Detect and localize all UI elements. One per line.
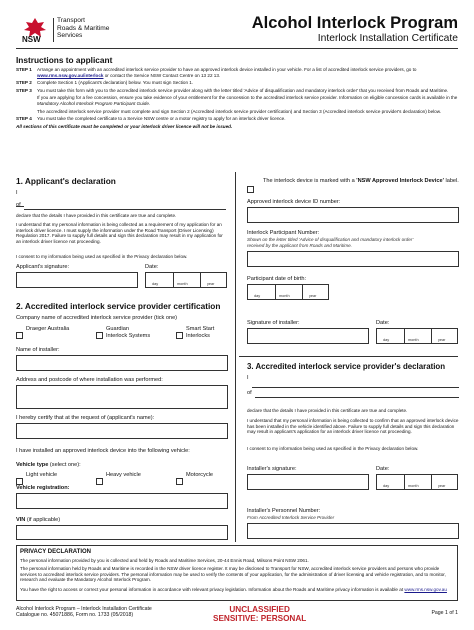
checkbox[interactable] xyxy=(96,332,103,339)
month-hint: month xyxy=(408,484,419,488)
of-label: of xyxy=(247,390,252,396)
date-divider xyxy=(404,329,405,343)
date-label: Date: xyxy=(376,466,390,472)
checkbox[interactable] xyxy=(16,332,23,339)
privacy-heading: PRIVACY DECLARATION xyxy=(20,549,92,555)
step-1-text: Arrange an appointment with an accredited interlock service provider to have an approved interlock device installed in your vehicle. For a list of accredited interlock service providers, go to xyxy=(37,67,417,72)
installer-signature-field[interactable] xyxy=(247,328,369,344)
participant-note: Shown on the letter titled 'Advice of disqualification and mandatory interlock order' received by the applicant from Roads and Maritime. xyxy=(247,237,414,248)
privacy-link[interactable]: www.rms.nsw.gov.au xyxy=(404,587,447,592)
org-name xyxy=(57,17,109,40)
vehicle-option[interactable] xyxy=(96,472,103,490)
section-2-heading: 2. Accredited interlock service provider certification xyxy=(16,301,221,311)
section-1-heading: 1. Applicant's declaration xyxy=(16,176,116,186)
dob-field[interactable] xyxy=(247,284,329,300)
declare-text: declare that the details I have provided in this certificate are true and complete. xyxy=(16,213,177,218)
privacy-p1: The personal information provided by you is collected and held by Roads and Maritime Services, 20-44 Ennis Road, Milsons Point NSW 2061. xyxy=(20,558,309,563)
vehicle-type-label xyxy=(16,462,81,469)
installer-label: Name of installer: xyxy=(16,347,60,353)
applicant-date-field[interactable] xyxy=(145,272,227,288)
step xyxy=(16,88,460,114)
marked-text-start: The interlock device is marked with a xyxy=(263,178,355,184)
section-3-rule xyxy=(239,356,458,357)
day-hint: day xyxy=(152,282,159,286)
interlock-link[interactable]: www.rms.nsw.gov.au/interlock xyxy=(37,72,104,78)
provider-label: Smart Start Interlocks xyxy=(186,326,215,339)
vehicle-type-text: Light vehicle xyxy=(26,472,58,478)
declare-text: declare that the details I have provided in this certificate are true and complete. xyxy=(247,408,408,413)
logo-divider xyxy=(53,18,54,42)
signature-label: Applicant's signature: xyxy=(16,264,69,270)
approved-checkbox[interactable] xyxy=(247,180,254,198)
provider-label: Draeger Australia xyxy=(26,326,70,332)
page-subtitle: Interlock Installation Certificate xyxy=(317,33,458,44)
i-label: I xyxy=(247,375,249,381)
checkbox[interactable] xyxy=(16,478,23,485)
sec3-date-field[interactable] xyxy=(376,474,458,490)
dob-label: Participant date of birth: xyxy=(247,276,307,282)
consent-text: I consent to my information being used as specified in the Privacy declaration below. xyxy=(247,446,419,451)
vin-label xyxy=(16,517,60,524)
step-3-para3: The accredited interlock service provider must complete and sign Section 2 (Accredited interlock service provider certification) and Section 3 (Accredited interlock service provider's declaration) below. xyxy=(37,108,442,114)
month-hint: month xyxy=(408,338,419,342)
step-3-para1: You must take this form with you to the accredited interlock service provider along with the letter titled 'Advice of disqualification and mandatory interlock order' that you received from Roads and Maritime. xyxy=(37,87,449,93)
instructions-list xyxy=(16,67,460,129)
step xyxy=(16,67,460,78)
privacy-p2: The personal information held by Roads and Maritime is recorded in the NSW driver licence register. It may be disclosed to Transport for NSW, accredited interlock service providers and persons who provide services to accredited interlock service providers. The personal information may be used to verify the contents of your application, for the administration of driver licensing and vehicle registration, and to monitor, research and evaluate the Mandatory Alcohol Interlock Program. xyxy=(20,566,446,583)
device-id-field[interactable] xyxy=(247,207,459,223)
column-divider xyxy=(235,172,236,542)
step-label: STEP 1 xyxy=(16,67,32,72)
vehicle-type-suffix: (select one): xyxy=(49,462,81,468)
privacy-text: I understand that my personal information is being collected as a requirement of my application for an interlock driver licence. I must supply the information under the Road Transport (Driver Licensing) Regulation 2017. Failure to supply full details and sign this declaration may result in my application for an interlock driver licence not proceeding. xyxy=(16,222,223,244)
i-label: I xyxy=(16,190,18,196)
privacy-p3 xyxy=(20,587,454,593)
checkbox[interactable] xyxy=(176,332,183,339)
instructions-heading: Instructions to applicant xyxy=(16,55,113,65)
participant-number-field[interactable] xyxy=(247,251,459,267)
footer-left xyxy=(16,606,152,619)
date-label: Date: xyxy=(376,320,390,326)
installer-date-field[interactable] xyxy=(376,328,458,344)
step-text: You must take the completed certificate to a Service NSW centre or a motor registry to apply for an interlock driver licence. xyxy=(37,116,286,122)
month-hint: month xyxy=(279,294,290,298)
day-hint: day xyxy=(383,338,390,342)
year-hint: year xyxy=(438,484,446,488)
step-text xyxy=(37,67,460,78)
installation-address-field[interactable] xyxy=(16,385,228,409)
provider-option[interactable] xyxy=(96,326,103,344)
vin-field[interactable] xyxy=(16,525,228,540)
date-divider xyxy=(200,273,201,287)
year-hint: year xyxy=(309,294,317,298)
step-label: STEP 2 xyxy=(16,80,32,86)
personnel-note: From Accredited Interlock Service Provider xyxy=(247,515,335,520)
day-hint: day xyxy=(254,294,261,298)
certify-name-field[interactable] xyxy=(16,423,228,439)
step-1-after: or contact the Service NSW Contact Centre on 13 22 13. xyxy=(104,72,221,78)
registration-label: Vehicle registration: xyxy=(16,485,70,491)
footer-line-1: Alcohol Interlock Program – Interlock Installation Certificate xyxy=(16,606,152,612)
month-hint: month xyxy=(177,282,188,286)
page-number: Page 1 of 1 xyxy=(431,610,458,616)
provider-name-field[interactable] xyxy=(252,380,459,388)
warning-text: All sections of this certificate must be completed or your interlock driver licence will not be issued. xyxy=(16,123,233,129)
checkbox[interactable] xyxy=(247,186,254,193)
address-label: Address and postcode of where installation was performed: xyxy=(16,377,163,383)
org-line: Transport xyxy=(57,17,85,24)
privacy-p3-text: You have the right to access or correct your personal information in accordance with relevant privacy legislation. Information about the Roads and Maritime privacy information is available at xyxy=(20,587,404,592)
company-label: Company name of accredited interlock service provider (tick one) xyxy=(16,315,178,321)
classification-label xyxy=(213,605,306,623)
step-3-para2 xyxy=(37,95,460,106)
applicant-signature-field[interactable] xyxy=(16,272,138,288)
section-3-heading: 3. Accredited interlock service provider's declaration xyxy=(247,362,446,371)
applicant-address-field[interactable] xyxy=(24,200,226,210)
provider-option[interactable] xyxy=(176,326,183,344)
step xyxy=(16,80,460,86)
marked-text-end: label. xyxy=(445,178,459,184)
date-divider xyxy=(173,273,174,287)
date-label: Date: xyxy=(145,264,159,270)
logo-text: NSW xyxy=(22,35,41,44)
participant-label: Interlock Participant Number: xyxy=(247,230,320,236)
marked-bold: 'NSW Approved Interlock Device' xyxy=(356,178,444,184)
date-divider xyxy=(404,475,405,489)
year-hint: year xyxy=(207,282,215,286)
step-label: STEP 4 xyxy=(16,116,32,122)
provider-address-field[interactable] xyxy=(255,392,459,398)
privacy-text: I understand that my personal information is being collected to confirm that an approved interlock device has been installed in the vehicle identified above. Failure to supply full details and sign this declaration may result in applicant's application for an interlock driver licence not proceeding. xyxy=(247,418,459,435)
installer-sig-field[interactable] xyxy=(247,474,369,490)
vin-bold: VIN xyxy=(16,517,26,523)
date-divider xyxy=(431,475,432,489)
vehicle-type-bold: Vehicle type xyxy=(16,462,49,468)
classification-line-1: UNCLASSIFIED xyxy=(229,605,290,614)
installer-signature-label: Signature of installer: xyxy=(247,320,300,326)
step-3-para2-text: If you are applying for a fee concession, ensure you take evidence of your entitlement for the concession to the accredited interlock service provider. Information on eligible concession cards is available in the xyxy=(37,95,458,101)
step-text xyxy=(37,88,460,114)
org-line: Services xyxy=(57,32,83,40)
checkbox[interactable] xyxy=(96,478,103,485)
device-id-label: Approved interlock device ID number: xyxy=(247,199,341,205)
step-label: STEP 3 xyxy=(16,87,32,93)
marked-text xyxy=(263,178,459,185)
vin-suffix: (if applicable) xyxy=(26,517,61,523)
date-divider xyxy=(275,285,276,299)
registration-field[interactable] xyxy=(16,493,228,509)
classification-line-2: SENSITIVE: PERSONAL xyxy=(213,614,307,623)
step xyxy=(16,116,460,122)
checkbox[interactable] xyxy=(176,478,183,485)
org-line: Roads & Maritime xyxy=(57,24,110,32)
installer-name-field[interactable] xyxy=(16,355,228,371)
provider-option[interactable] xyxy=(16,326,23,344)
consent-text: I consent to my information being used as specified in the Privacy declaration below. xyxy=(16,254,188,259)
year-hint: year xyxy=(438,338,446,342)
of-label: of xyxy=(16,202,21,208)
vehicle-option[interactable] xyxy=(176,472,183,490)
step-text: Complete Section 1 (Applicant's declaration) below. You must sign Section 1. xyxy=(37,80,194,86)
personnel-number-field[interactable] xyxy=(247,523,459,539)
day-hint: day xyxy=(383,484,390,488)
provider-label: Guardian Interlock Systems xyxy=(106,326,151,339)
header-rule xyxy=(16,48,458,49)
footer-line-2: Catalogue no. 45071886, Form no. 1733 (05/2018) xyxy=(16,612,134,619)
installed-label: I have installed an approved interlock device into the following vehicle: xyxy=(16,448,190,454)
vehicle-type-text: Heavy vehicle xyxy=(106,472,141,478)
certify-label: I hereby certify that at the request of (applicant's name): xyxy=(16,415,155,421)
installer-sig-label: Installer's signature: xyxy=(247,466,297,472)
personnel-label: Installer's Personnel Number: xyxy=(247,508,321,514)
date-divider xyxy=(302,285,303,299)
vehicle-type-text: Motorcycle xyxy=(186,472,214,478)
page-title: Alcohol Interlock Program xyxy=(251,14,458,32)
date-divider xyxy=(431,329,432,343)
participant-guide: Mandatory Alcohol Interlock Program Participant Guide. xyxy=(37,100,151,106)
nsw-logo xyxy=(20,16,50,44)
